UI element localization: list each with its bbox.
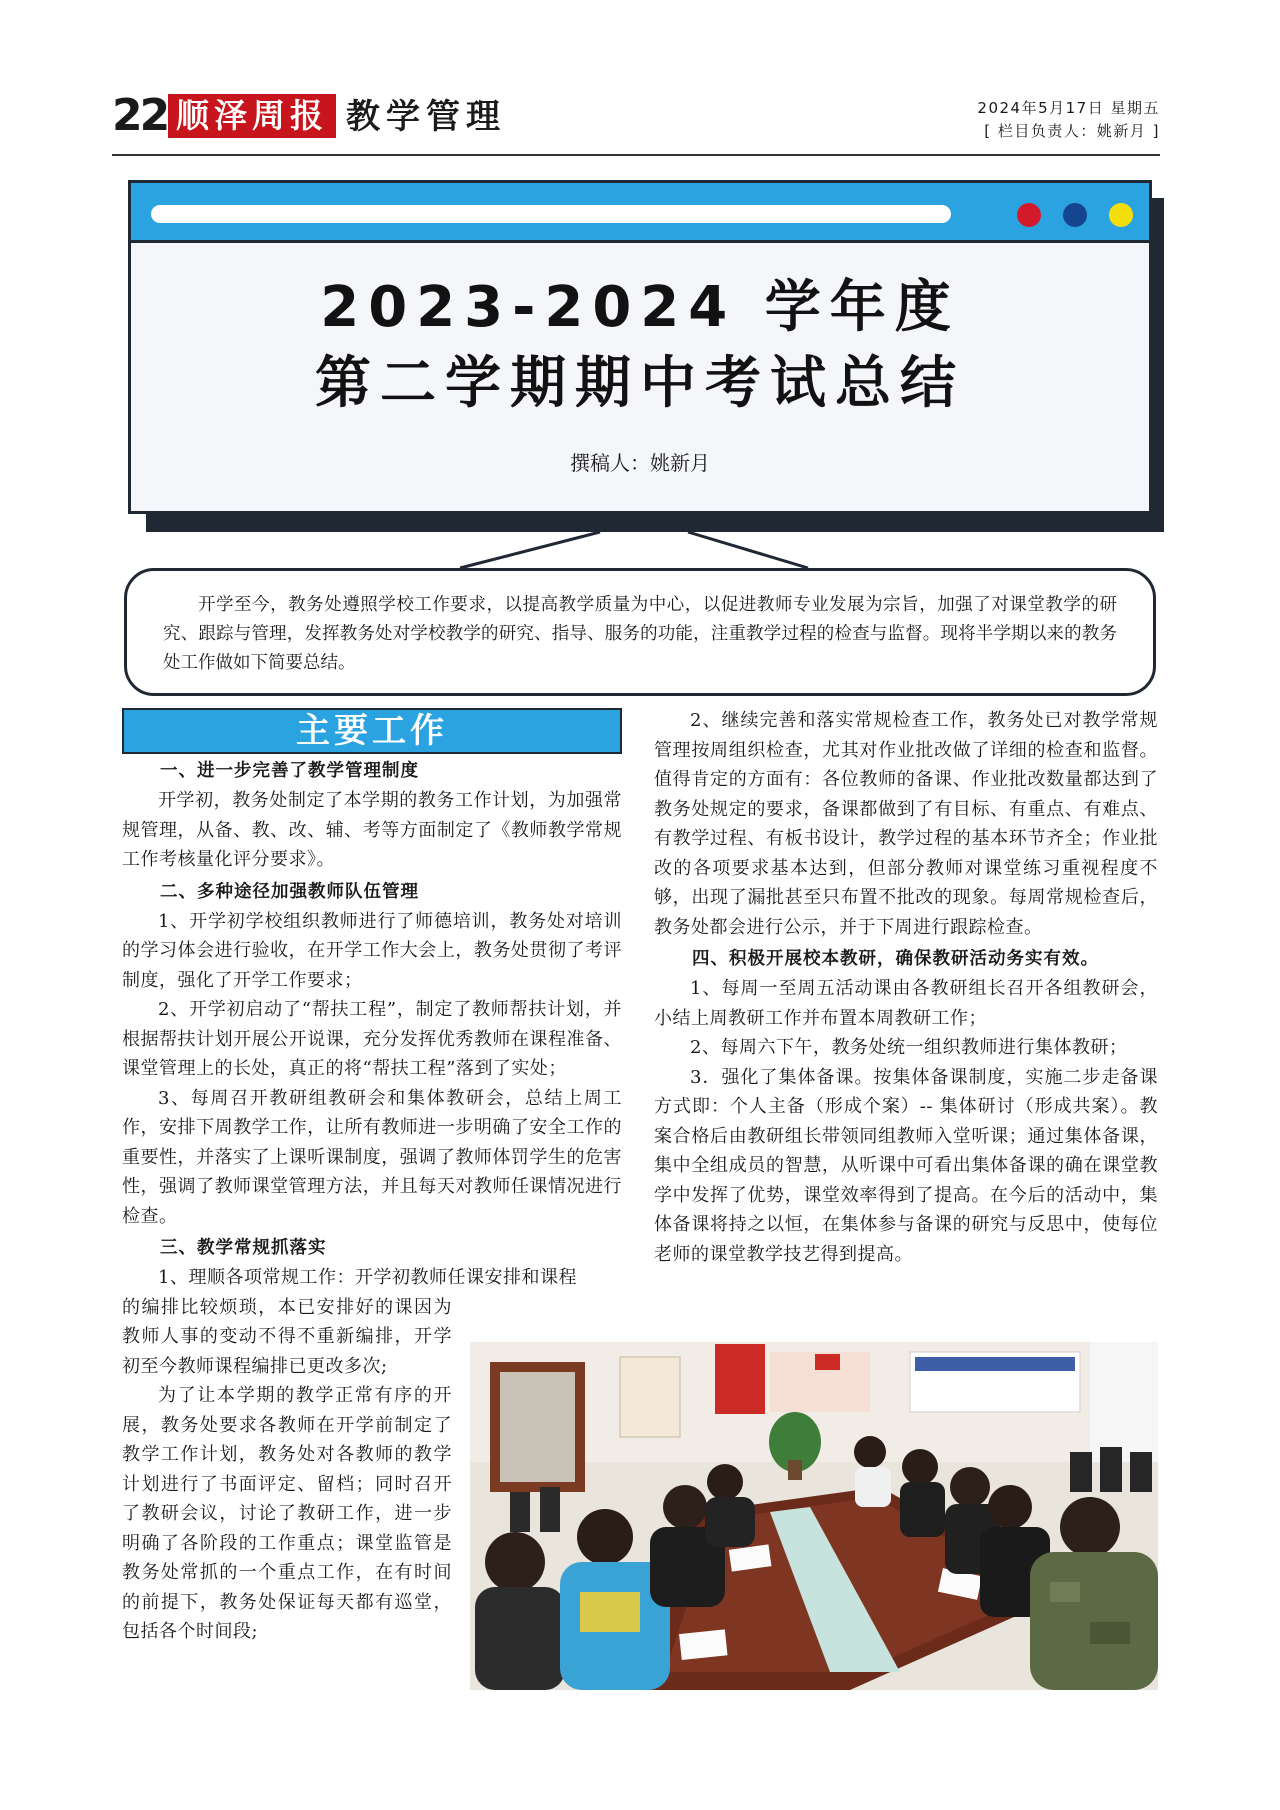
paragraph-3-2: 为了让本学期的教学正常有序的开展，教务处要求各教师在开学前制定了教学工作计划，教务处对各教师的教学计划进行了书面评定、留档；同时召开了教研会议，讨论了教研工作，进一步明确了各阶段的工作重点；课堂监管是教务处常抓的一个重点工作，在有时间的前提下，教务处保证每天都有巡堂，包括各个时间段; (122, 1385, 452, 1642)
meeting-photo-illustration (470, 1342, 1158, 1690)
paragraph-1: 开学初，教务处制定了本学期的教务工作计划，为加强常规管理，从备、教、改、辅、考等方面制定了《教师教学常规工作考核量化评分要求》。 (122, 790, 622, 870)
photo-wrap-text (122, 1293, 452, 1647)
page-number: 22 (112, 90, 168, 141)
section-name: 教学管理 (346, 97, 506, 137)
intro-box (124, 568, 1156, 696)
heading-1: 一、进一步完善了教学管理制度 (160, 761, 419, 781)
meeting-photo (470, 1342, 1158, 1690)
heading-2: 二、多种途径加强教师队伍管理 (160, 881, 419, 902)
heading-3: 三、教学常规抓落实 (160, 1238, 327, 1258)
paragraph-4-1: 1、每周一至周五活动课由各教研组长召开各组教研会，小结上周教研工作并布置本周教研工作； (654, 978, 1158, 1029)
issue-date: 2024年5月17日 星期五 (977, 99, 1160, 117)
article-title-line1: 2023-2024 学年度 (320, 275, 960, 340)
paragraph-2-3: 3、每周召开教研组教研会和集体教研会，总结上周工作，安排下周教学工作，让所有教师进一步明确了安全工作的重要性，并落实了上课听课制度，强调了教师体罚学生的危害性，强调了教师课堂管理方法，并且每天对教师任课情况进行检查。 (122, 1087, 622, 1227)
paragraph-3-1a: 1、理顺各项常规工作：开学初教师任课安排和课程 (158, 1267, 577, 1288)
intro-text: 开学至今，教务处遵照学校工作要求，以提高教学质量为中心，以促进教师专业发展为宗旨，加强了对课堂教学的研究、跟踪与管理，发挥教务处对学校教学的研究、指导、服务的功能，注重教学过程的检查与监督。现将半学期以来的教务处工作做如下简要总结。 (163, 595, 1117, 673)
column-editor: [ 栏目负责人：姚新月 ] (984, 122, 1160, 140)
paragraph-2-1: 1、开学初学校组织教师进行了师德培训，教务处对培训的学习体会进行验收，在开学工作大会上，教务处贯彻了考评制度，强化了开学工作要求； (122, 910, 622, 991)
article-author: 撰稿人：姚新月 (570, 451, 710, 475)
heading-4: 四、积极开展校本教研，确保教研活动务实有效。 (692, 949, 1099, 969)
right-column (654, 706, 1158, 1269)
paragraph-inspection: 2、继续完善和落实常规检查工作，教务处已对教学常规管理按周组织检查，尤其对作业批改做了详细的检查和监督。值得肯定的方面有：各位教师的备课、作业批改数量都达到了教务处规定的要求，备课都做到了有目标、有重点、有难点、有教学过程、有板书设计，教学过程的基本环节齐全；作业批改的各项要求基本达到，但部分教师对课堂练习重视程度不够，出现了漏批甚至只布置不批改的现象。每周常规检查后，教务处都会进行公示，并于下周进行跟踪检查。 (654, 710, 1158, 938)
article-title-line2: 第二学期期中考试总结 (315, 351, 965, 416)
banner-connector (0, 0, 1280, 600)
paragraph-4-3: 3．强化了集体备课。按集体备课制度，实施二步走备课方式即：个人主备（形成个案）-- 集体研讨（形成共案）。教案合格后由教研组长带领同组教师入堂听课；通过集体备课，集中全组成员的智慧，从听课中可看出集体备课的确在课堂教学中发挥了优势，课堂效率得到了提高。在今后的活动中，集体备课将持之以恒，在集体参与备课的研究与反思中，使每位老师的课堂教学技艺得到提高。 (654, 1066, 1158, 1265)
paragraph-3-1b: 的编排比较烦琐，本已安排好的课因为教师人事的变动不得不重新编排，开学初至今教师课程编排已更改多次; (122, 1296, 452, 1377)
section-banner-main-work: 主要工作 (122, 708, 622, 754)
paragraph-4-2: 2、每周六下午，教务处统一组织教师进行集体教研； (690, 1037, 1128, 1058)
paragraph-2-2: 2、开学初启动了“帮扶工程”，制定了教师帮扶计划，并根据帮扶计划开展公开说课，充分发挥优秀教师在课程准备、课堂管理上的长处，真正的将“帮扶工程”落到了实处； (122, 999, 622, 1079)
newspaper-logo: 顺泽周报 (168, 94, 336, 138)
